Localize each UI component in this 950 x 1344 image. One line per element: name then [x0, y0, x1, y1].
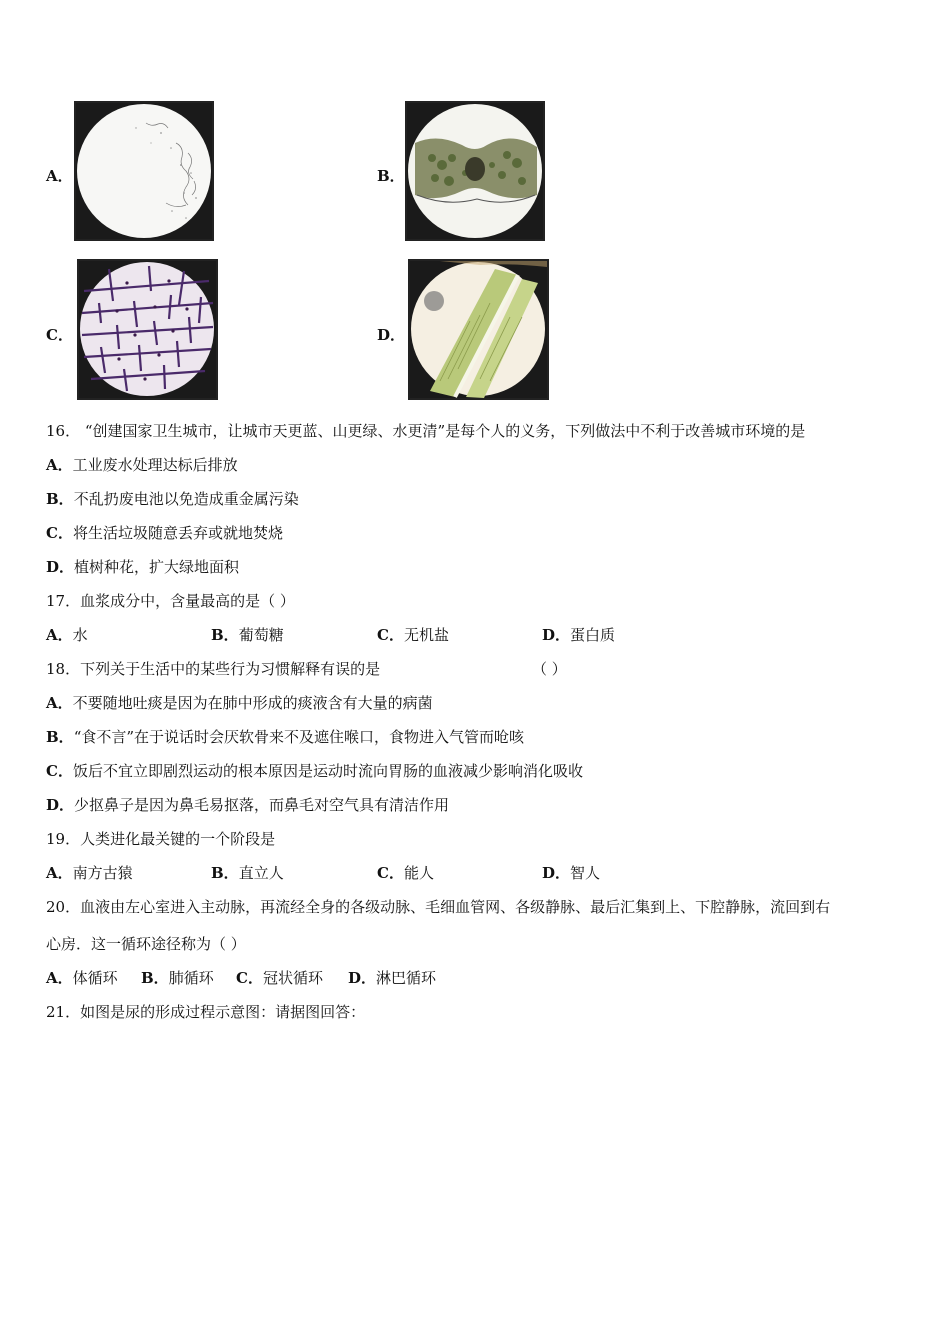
option-label: B．	[211, 626, 239, 644]
option-label: A．	[46, 864, 73, 882]
q19-stem: 19．人类进化最关键的一个阶段是	[46, 830, 276, 848]
q16-option-d	[46, 556, 239, 577]
option-a-label: A．	[46, 167, 73, 185]
q20-option-a	[46, 967, 118, 988]
q20-stem-line1: 20．血液由左心室进入主动脉，再流经全身的各级动脉、毛细血管网、各级静脉、最后汇集到上、下腔静脉，流回到右	[46, 898, 831, 916]
q20-option-c	[236, 967, 323, 988]
q21-stem: 21．如图是尿的形成过程示意图：请据图回答：	[46, 1003, 366, 1021]
option-text: 不要随地吐痰是因为在肺中形成的痰液含有大量的病菌	[72, 694, 433, 712]
option-text: 少抠鼻子是因为鼻毛易抠落，而鼻毛对空气具有清洁作用	[74, 796, 450, 814]
option-d-label: D．	[377, 326, 406, 344]
micrograph-c	[77, 259, 218, 400]
option-text: 不乱扔废电池以免造成重金属污染	[73, 490, 299, 508]
q16-option-a	[46, 454, 238, 475]
option-label: B．	[211, 864, 239, 882]
option-text: 淋巴循环	[376, 969, 437, 987]
option-label: C．	[46, 524, 73, 542]
option-text: 工业废水处理达标后排放	[72, 456, 238, 474]
q18-option-c	[46, 760, 583, 781]
micrograph-b	[405, 101, 545, 241]
q19-option-d	[542, 862, 600, 883]
micrograph-a	[74, 101, 214, 241]
option-text: “食不言”在于说话时会厌软骨来不及遮住喉口，食物进入气管而呛咳	[73, 728, 525, 746]
q17-option-c	[377, 624, 449, 645]
q17-option-a	[46, 624, 88, 645]
option-label: D．	[46, 558, 75, 576]
option-label: A．	[46, 969, 73, 987]
option-text: 智人	[570, 864, 601, 882]
option-text: 水	[72, 626, 88, 644]
option-text: 直立人	[238, 864, 284, 882]
option-text: 冠状循环	[262, 969, 323, 987]
option-text: 体循环	[72, 969, 118, 987]
option-text: 南方古猿	[72, 864, 133, 882]
q17-stem: 17．血浆成分中，含量最高的是（ ）	[46, 592, 295, 610]
q16-option-c	[46, 522, 283, 543]
q18-option-a	[46, 692, 433, 713]
option-label: A．	[46, 456, 73, 474]
option-label: A．	[46, 694, 73, 712]
micrograph-d	[408, 259, 549, 400]
q16-option-b	[46, 488, 299, 509]
option-label: C．	[46, 762, 73, 780]
option-label: B．	[46, 728, 74, 746]
option-label: C．	[377, 626, 404, 644]
option-label: D．	[46, 796, 75, 814]
option-text: 蛋白质	[570, 626, 616, 644]
option-text: 饭后不宜立即剧烈运动的根本原因是运动时流向胃肠的血液减少影响消化吸收	[72, 762, 583, 780]
q19-option-b	[211, 862, 284, 883]
option-text: 葡萄糖	[238, 626, 284, 644]
option-label: A．	[46, 626, 73, 644]
option-label: D．	[542, 626, 571, 644]
option-text: 能人	[403, 864, 434, 882]
q17-option-b	[211, 624, 284, 645]
option-label: D．	[348, 969, 377, 987]
q16-stem: 16． “创建国家卫生城市，让城市天更蓝、山更绿、水更清”是每个人的义务，下列做法中不利于改善城市环境的是	[46, 422, 806, 440]
q19-option-c	[377, 862, 434, 883]
option-label: D．	[542, 864, 571, 882]
q18-stem: 18．下列关于生活中的某些行为习惯解释有误的是	[46, 660, 381, 678]
option-label: C．	[377, 864, 404, 882]
option-label: B．	[46, 490, 74, 508]
option-text: 肺循环	[168, 969, 214, 987]
option-label: B．	[141, 969, 169, 987]
option-text: 将生活垃圾随意丢弃或就地焚烧	[72, 524, 283, 542]
option-label: C．	[236, 969, 263, 987]
q17-option-d	[542, 624, 615, 645]
q18-option-d	[46, 794, 449, 815]
q20-option-d	[348, 967, 436, 988]
q18-bracket: （ ）	[532, 660, 567, 678]
q20-stem-line2: 心房．这一循环途径称为（ ）	[46, 935, 246, 953]
q19-option-a	[46, 862, 133, 883]
option-text: 植树种花，扩大绿地面积	[74, 558, 240, 576]
q20-option-b	[141, 967, 214, 988]
option-text: 无机盐	[403, 626, 449, 644]
q18-option-b	[46, 726, 524, 747]
option-c-label: C．	[46, 326, 73, 344]
option-b-label: B．	[377, 167, 405, 185]
